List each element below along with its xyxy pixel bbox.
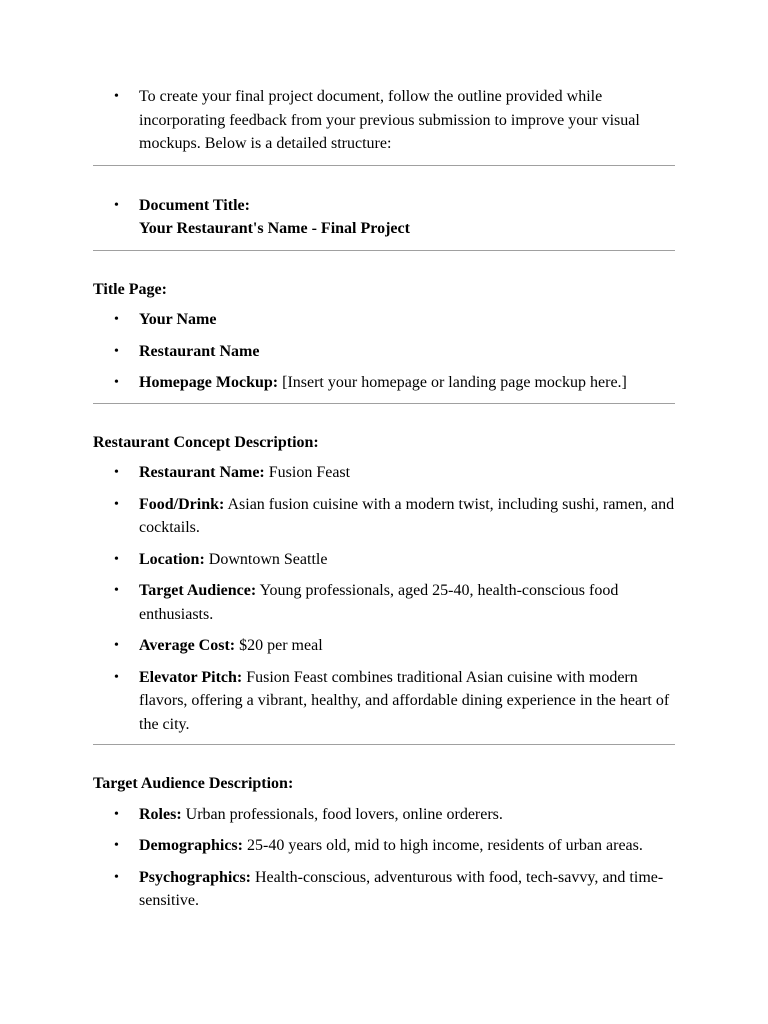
- document-title-label: Document Title:: [139, 196, 250, 214]
- audience-heading: Target Audience Description:: [93, 775, 294, 792]
- list-item: [139, 493, 675, 540]
- concept-list: [93, 461, 675, 736]
- list-item: [139, 803, 675, 827]
- item-text: Young professionals, aged 25-40, health-conscious food enthusiasts.: [139, 582, 619, 623]
- item-label: Target Audience:: [139, 582, 257, 599]
- list-item: [139, 548, 675, 572]
- list-item: [139, 579, 675, 626]
- item-text: Urban professionals, food lovers, online orderers.: [181, 805, 503, 823]
- item-text: Downtown Seattle: [204, 550, 328, 568]
- list-item: [139, 461, 675, 485]
- intro-list: [93, 85, 675, 156]
- divider: [93, 403, 675, 404]
- list-item: [139, 834, 675, 858]
- list-item: [139, 308, 675, 332]
- document-title-list: [93, 194, 675, 241]
- item-label: Elevator Pitch:: [139, 668, 243, 686]
- intro-text: To create your final project document, follow the outline provided while incorporating feedback from your previous submission to improve your visual mockups. Below is a detailed structure:: [139, 88, 640, 152]
- item-text: 25-40 years old, mid to high income, residents of urban areas.: [242, 837, 643, 854]
- divider: [93, 165, 675, 166]
- item-text: Health-conscious, adventurous with food, tech-savvy, and time-sensitive.: [139, 868, 664, 909]
- item-label: Restaurant Name:: [139, 464, 265, 481]
- concept-heading: Restaurant Concept Description:: [93, 433, 319, 451]
- divider: [93, 744, 675, 745]
- divider: [93, 250, 675, 251]
- item-text: Asian fusion cuisine with a modern twist, including sushi, ramen, and cocktails.: [139, 495, 675, 536]
- list-item: [139, 666, 675, 737]
- intro-item: [139, 85, 675, 156]
- document-title-value: Your Restaurant's Name - Final Project: [139, 220, 410, 237]
- item-label: Demographics:: [139, 837, 243, 854]
- item-label: Average Cost:: [139, 637, 236, 654]
- list-item: [139, 340, 675, 364]
- item-text: [Insert your homepage or landing page mockup here.]: [278, 374, 627, 391]
- list-item: [139, 634, 675, 658]
- document-title-item: [139, 194, 675, 241]
- title-page-heading: Title Page:: [93, 280, 167, 298]
- item-label: Restaurant Name: [139, 342, 260, 360]
- list-item: [139, 371, 675, 395]
- item-label: Roles:: [139, 805, 182, 823]
- document-content: [93, 85, 675, 921]
- item-label: Location:: [139, 550, 205, 568]
- item-label: Homepage Mockup:: [139, 374, 279, 391]
- item-label: Psychographics:: [139, 868, 251, 886]
- title-page-list: [93, 308, 675, 395]
- item-text: $20 per meal: [235, 637, 323, 654]
- audience-list: [93, 803, 675, 913]
- item-text: Fusion Feast: [264, 464, 351, 481]
- item-text: Fusion Feast combines traditional Asian cuisine with modern flavors, offering a vibrant, healthy, and affordable dining experience in the heart of the city.: [139, 668, 670, 733]
- list-item: [139, 866, 675, 913]
- item-label: Food/Drink:: [139, 495, 225, 513]
- item-label: Your Name: [139, 311, 217, 328]
